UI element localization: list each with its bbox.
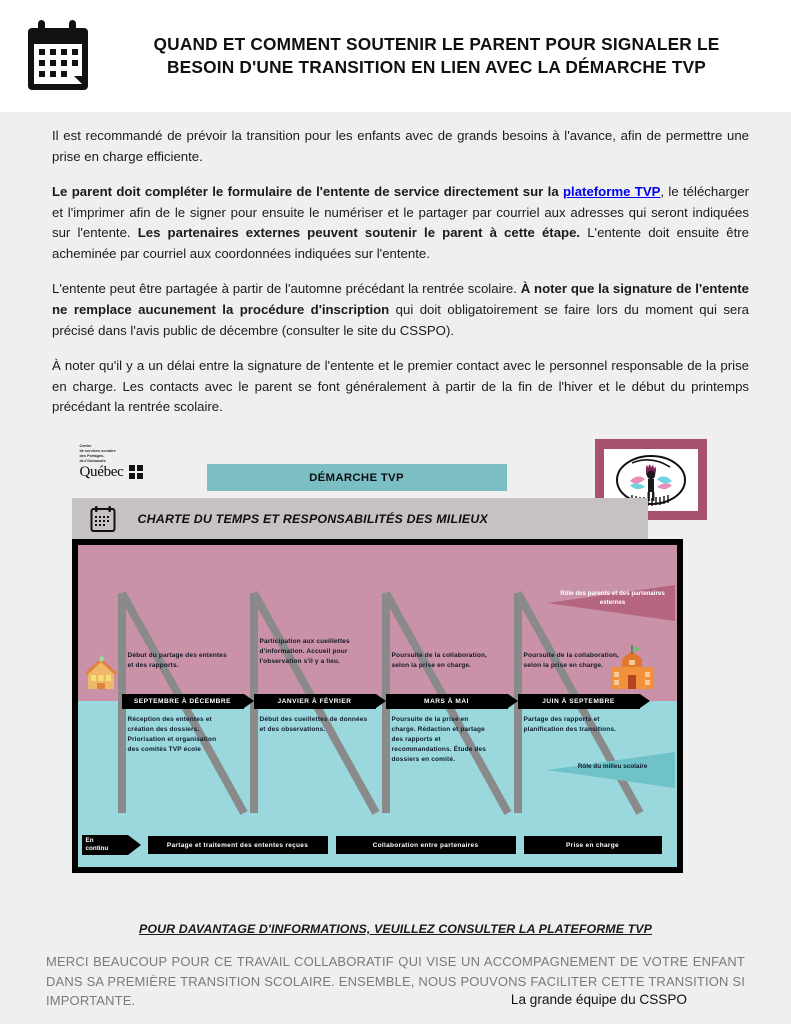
school-block-2: Début des cueillettes de données et des observations. (259, 716, 368, 733)
timeline-label-4-text: JUIN À SEPTEMBRE (542, 698, 615, 705)
page-header (0, 0, 791, 112)
page-title (110, 33, 773, 79)
paragraph-2-bold-lead: Le parent doit compléter le formulaire de l'entente de service directement sur la (52, 183, 563, 199)
school-block-1: Réception des ententes et création des dossiers. Priorisation et organisation des comités TVP école (127, 716, 217, 753)
timeline-label-3-text: MARS À MAI (424, 698, 469, 705)
en-continu-badge (82, 835, 128, 855)
logo-wordmark-row (80, 465, 192, 480)
paragraph-3 (52, 279, 749, 342)
parent-block-1: Début du partage des ententes et des rapports. (127, 652, 227, 669)
role-scolaire-triangle (547, 752, 675, 788)
bottom-box-1-text: Partage et traitement des ententes reçues (166, 841, 309, 849)
charte-title: CHARTE DU TEMPS ET RESPONSABILITÉS DES MILIEUX (137, 511, 488, 526)
paragraph-1: Il est recommandé de prévoir la transition pour les enfants avec de grands besoins à l'avance, afin de permettre une prise en charge efficiente. (52, 128, 749, 164)
page-title-line-1: QUAND ET COMMENT SOUTENIR LE PARENT POUR SIGNALER LE (153, 34, 720, 55)
demarche-tvp-banner (207, 464, 507, 491)
timeline-label-2[interactable] (254, 694, 376, 709)
bottom-box-3-text: Prise en charge (566, 841, 619, 849)
plateforme-tvp-footer-link[interactable]: POUR DAVANTAGE D'INFORMATIONS, VEUILLEZ CONSULTER LA PLATEFORME TVP (138, 922, 653, 936)
quebec-flag-icon (129, 465, 143, 479)
home-icon (84, 653, 118, 693)
timeline-label-4[interactable] (518, 694, 640, 709)
timeline-labels-row (78, 694, 677, 709)
csspo-quebec-logo (80, 444, 192, 480)
timeline-chart (72, 539, 683, 873)
timeline-label-3[interactable] (386, 694, 508, 709)
body-text-section (0, 112, 791, 434)
parent-block-4: Poursuite de la collaboration, selon la prise en charge. (523, 652, 620, 669)
timeline-label-1-text: SEPTEMBRE À DÉCEMBRE (133, 698, 232, 705)
charte-header-bar (72, 498, 648, 539)
en-continu-arrow-icon (128, 835, 141, 855)
paragraph-3-rest: qui doit obligatoirement se faire lors du moment qui sera précisé dans l'avis public de décembre (consulter le site du CSSPO). (52, 302, 749, 338)
page-footer (0, 912, 791, 1024)
paragraph-2-rest-1: , le télécharger et l'imprimer afin de le signer pour ensuite le numériser et le partager par courriel aux adresses qui seront indiquées sur l'entente. (52, 183, 749, 241)
page-title-line-2: BESOIN D'UNE TRANSITION EN LIEN AVEC LA DÉMARCHE TVP (166, 57, 707, 77)
demarche-tvp-banner-label: DÉMARCHE TVP (309, 471, 404, 484)
timeline-label-2-text: JANVIER À FÉVRIER (277, 698, 352, 705)
thanks-message: MERCI BEAUCOUP POUR CE TRAVAIL COLLABORATIF QUI VISE UN ACCOMPAGNEMENT DE VOTRE ENFANT DANS SA PREMIÈRE TRANSITION SCOLAIRE. ENSEMBLE, NOUS POUVONS FACILITER CETTE TRANSITION SI IMPORTANTE. (46, 954, 745, 1008)
paragraph-4: À noter qu'il y a un délai entre la signature de l'entente et le premier contact avec le personnel responsable de la prise en charge. Les contacts avec le parent se font généralement à partir de la fin de l'hiver et le début du printemps précédant la rentrée scolaire. (52, 357, 749, 415)
continuous-actions-row (78, 835, 677, 855)
paragraph-3-bold: À noter que la signature de l'entente ne remplace aucunement la procédure d'inscription (52, 281, 749, 318)
infographic-section (0, 434, 791, 912)
bottom-box-1[interactable] (147, 835, 329, 855)
paragraph-2-bold-2: Les partenaires externes peuvent soutenir le parent à cette étape. (137, 225, 581, 241)
timeline-arrow-1-icon (244, 694, 254, 708)
timeline-arrow-3-icon (508, 694, 518, 708)
parent-block-3: Poursuite de la collaboration, selon la prise en charge. (391, 652, 488, 669)
bottom-box-2[interactable] (335, 835, 517, 855)
en-continu-line-2: continu (85, 845, 109, 852)
logo-wordmark: Québec (79, 464, 124, 481)
bottom-box-2-text: Collaboration entre partenaires (372, 841, 479, 849)
school-block-4: Partage des rapports et planification des transitions. (523, 716, 617, 733)
calendar-icon (22, 18, 94, 94)
role-parents-label: Rôle des parents et des partenaires externes (560, 590, 665, 606)
calendar-icon (90, 505, 116, 532)
timeline-arrow-2-icon (376, 694, 386, 708)
paragraph-3-start: L'entente peut être partagée à partir de l'automne précédant la rentrée scolaire. (52, 281, 521, 297)
logo-line-3: des Portages- (79, 454, 105, 459)
logo-line-4: de-l'Outaouais (79, 459, 106, 464)
infographic-inner (72, 440, 720, 873)
timeline-arrow-4-icon (640, 694, 650, 708)
logo-line-1: Centre (79, 444, 92, 448)
plateforme-tvp-link[interactable]: plateforme TVP (563, 183, 661, 199)
paragraph-2 (52, 182, 749, 265)
en-continu-line-1: En (85, 837, 94, 845)
school-block-3: Poursuite de la prise en charge. Rédaction et partage des rapports et recommandations. Étude des dossiers en comité. (391, 716, 487, 763)
infographic-top-row (72, 440, 720, 498)
logo-line-2: de services scolaire (79, 449, 116, 454)
parent-block-2: Participation aux cueillettes d'information. Accueil pour l'observation s'il y a lieu. (259, 638, 350, 665)
paragraph-2-rest-2: L'entente doit ensuite être acheminée par courriel aux coordonnées indiquées sur l'entente. (52, 225, 749, 262)
role-scolaire-label: Rôle du milieu scolaire (577, 763, 648, 770)
bottom-box-3[interactable] (523, 835, 663, 855)
timeline-label-1[interactable] (122, 694, 244, 709)
signature: La grande équipe du CSSPO (510, 991, 687, 1007)
